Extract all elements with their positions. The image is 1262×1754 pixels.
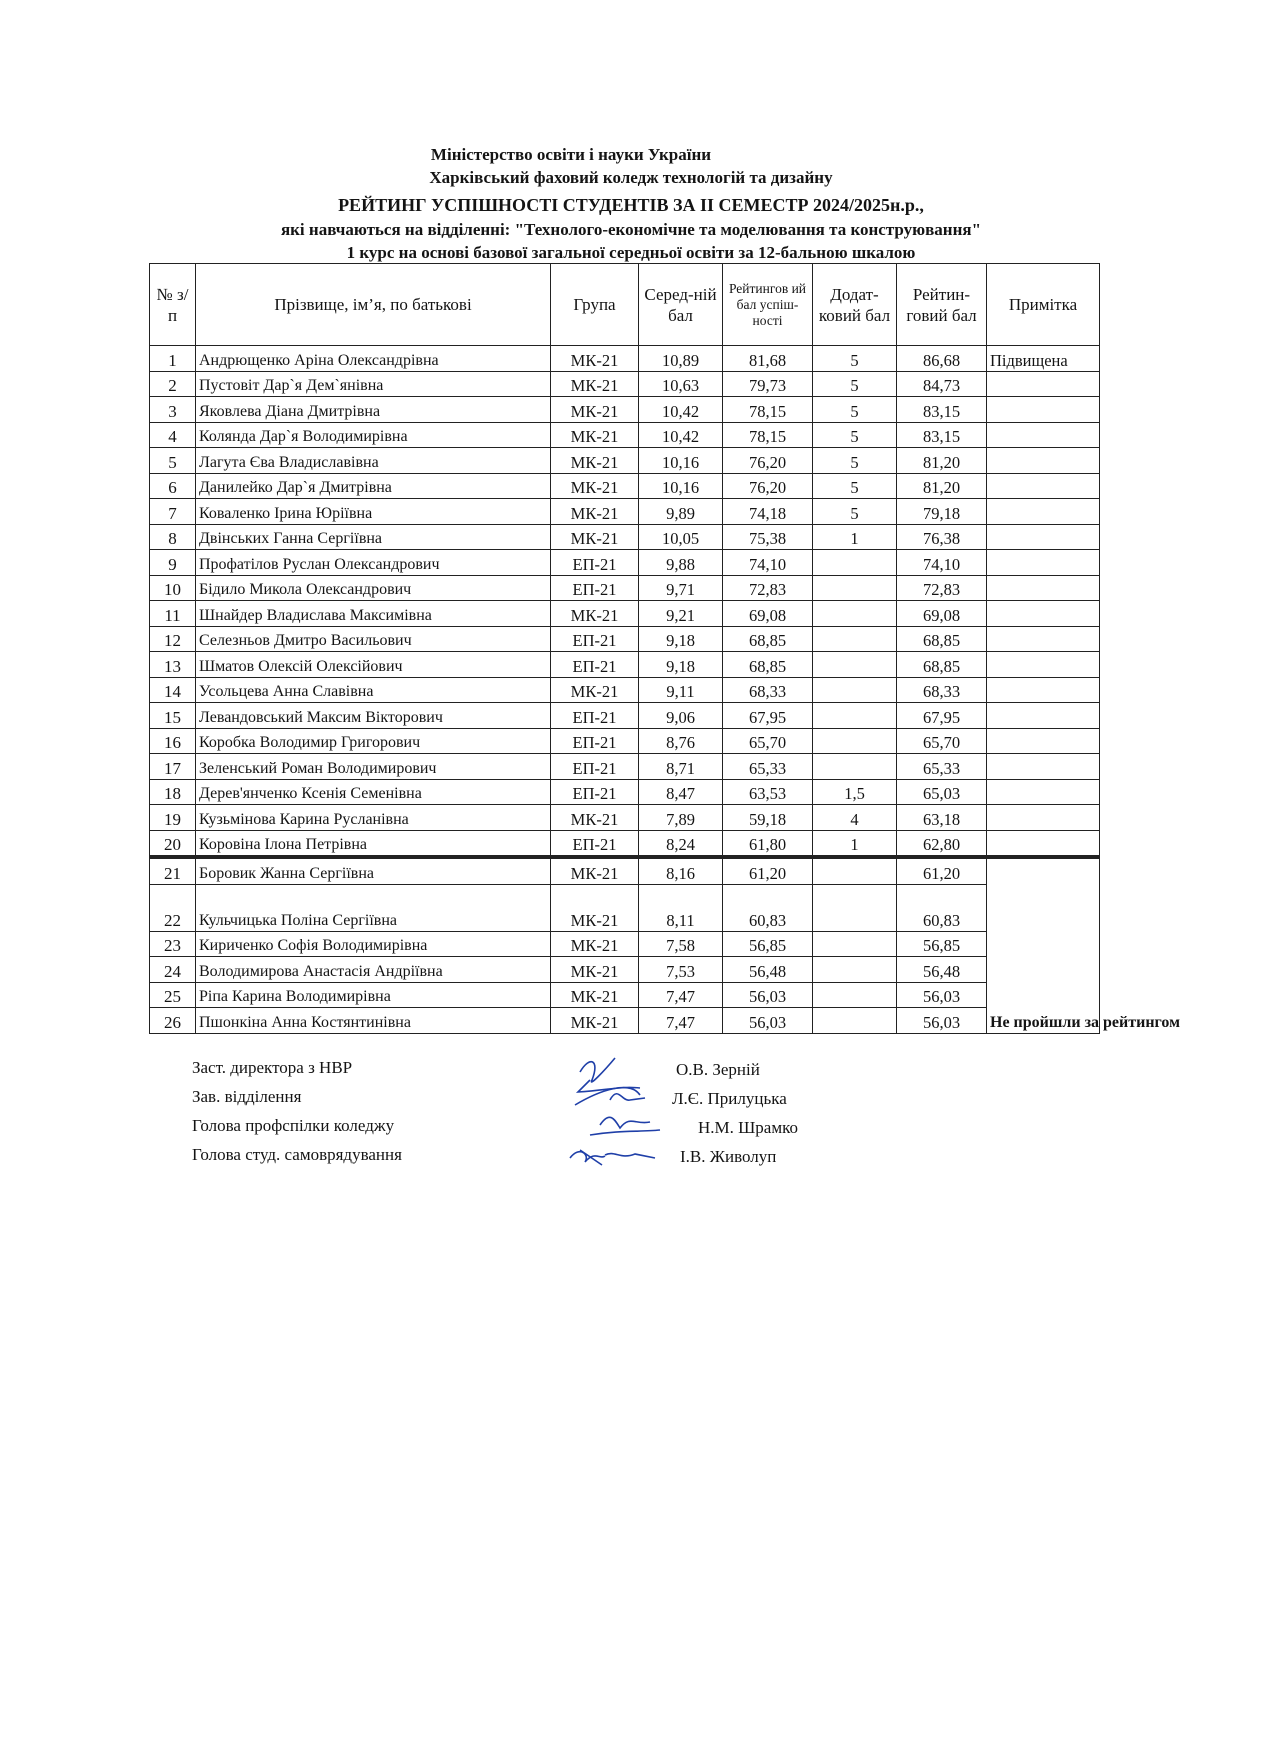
rating-score: 67,95 [897, 703, 987, 729]
average-score: 8,24 [639, 830, 723, 857]
student-name: Колянда Дар`я Володимирівна [196, 422, 551, 448]
table-row [150, 728, 1100, 754]
student-group: МК-21 [551, 524, 639, 550]
table-row [150, 779, 1100, 805]
student-name: Кульчицька Поліна Сергіївна [196, 884, 551, 931]
row-number: 2 [150, 371, 196, 397]
student-name: Кириченко Софія Володимирівна [196, 931, 551, 957]
row-number: 13 [150, 652, 196, 678]
additional-score: 5 [813, 346, 897, 372]
student-name: Коровіна Ілона Петрівна [196, 830, 551, 857]
student-group: ЕП-21 [551, 830, 639, 857]
average-score: 9,88 [639, 550, 723, 576]
row-number: 19 [150, 805, 196, 831]
average-score: 9,71 [639, 575, 723, 601]
table-row [150, 422, 1100, 448]
rating-score: 74,10 [897, 550, 987, 576]
additional-score: 1 [813, 830, 897, 857]
additional-score [813, 550, 897, 576]
rating-score: 63,18 [897, 805, 987, 831]
row-number: 18 [150, 779, 196, 805]
student-group: ЕП-21 [551, 626, 639, 652]
rating-score: 65,70 [897, 728, 987, 754]
signature-role: Заст. директора з НВР [192, 1058, 353, 1077]
rating-success-score: 79,73 [723, 371, 813, 397]
student-group: МК-21 [551, 957, 639, 983]
rating-success-score: 74,18 [723, 499, 813, 525]
student-name: Левандовський Максим Вікторович [196, 703, 551, 729]
student-name: Боровик Жанна Сергіївна [196, 857, 551, 884]
student-group: МК-21 [551, 422, 639, 448]
rating-success-score: 76,20 [723, 448, 813, 474]
row-number: 1 [150, 346, 196, 372]
rating-score: 62,80 [897, 830, 987, 857]
rating-success-score: 67,95 [723, 703, 813, 729]
not-passed-note: Не пройшли за рейтингом [987, 857, 1100, 1033]
student-group: МК-21 [551, 677, 639, 703]
student-group: МК-21 [551, 473, 639, 499]
additional-score [813, 884, 897, 931]
additional-score: 5 [813, 473, 897, 499]
additional-score: 1 [813, 524, 897, 550]
row-number: 6 [150, 473, 196, 499]
rating-success-score: 56,03 [723, 982, 813, 1008]
table-row [150, 830, 1100, 857]
table-row [150, 448, 1100, 474]
additional-score [813, 728, 897, 754]
student-name: Бідило Микола Олександрович [196, 575, 551, 601]
average-score: 7,58 [639, 931, 723, 957]
row-number: 24 [150, 957, 196, 983]
note-cell [987, 473, 1100, 499]
rating-success-score: 59,18 [723, 805, 813, 831]
note-cell [987, 754, 1100, 780]
note-cell [987, 371, 1100, 397]
student-name: Яковлева Діана Дмитрівна [196, 397, 551, 423]
rating-success-score: 74,10 [723, 550, 813, 576]
average-score: 10,42 [639, 397, 723, 423]
note-cell [987, 550, 1100, 576]
student-group: ЕП-21 [551, 779, 639, 805]
col-name-header: Прізвище, ім’я, по батькові [196, 264, 551, 346]
average-score: 10,16 [639, 473, 723, 499]
table-row [150, 957, 1100, 983]
table-row [150, 703, 1100, 729]
rating-success-score: 56,85 [723, 931, 813, 957]
average-score: 9,89 [639, 499, 723, 525]
table-row [150, 346, 1100, 372]
average-score: 9,06 [639, 703, 723, 729]
rating-success-score: 76,20 [723, 473, 813, 499]
average-score: 9,18 [639, 626, 723, 652]
student-name: Лагута Єва Владиславівна [196, 448, 551, 474]
signature-role: Голова профспілки коледжу [192, 1116, 395, 1135]
col-note-header: Примітка [987, 264, 1100, 346]
header-ministry: Міністерство освіти і науки України [430, 145, 712, 164]
additional-score: 1,5 [813, 779, 897, 805]
row-number: 12 [150, 626, 196, 652]
note-cell [987, 728, 1100, 754]
table-row [150, 397, 1100, 423]
average-score: 8,76 [639, 728, 723, 754]
average-score: 9,18 [639, 652, 723, 678]
signature-name: Н.М. Шрамко [698, 1118, 798, 1137]
additional-score [813, 1008, 897, 1034]
table-row [150, 982, 1100, 1008]
rating-success-score: 68,85 [723, 626, 813, 652]
rating-success-score: 60,83 [723, 884, 813, 931]
row-number: 20 [150, 830, 196, 857]
average-score: 10,16 [639, 448, 723, 474]
rating-success-score: 72,83 [723, 575, 813, 601]
rating-success-score: 75,38 [723, 524, 813, 550]
header-college: Харківський фаховий коледж технологій та дизайну [429, 168, 833, 187]
student-group: МК-21 [551, 601, 639, 627]
average-score: 10,89 [639, 346, 723, 372]
rating-score: 65,03 [897, 779, 987, 805]
average-score: 8,11 [639, 884, 723, 931]
note-cell [987, 677, 1100, 703]
row-number: 3 [150, 397, 196, 423]
signature-role: Зав. відділення [192, 1087, 302, 1106]
row-number: 26 [150, 1008, 196, 1034]
additional-score [813, 857, 897, 884]
additional-score: 5 [813, 499, 897, 525]
row-number: 7 [150, 499, 196, 525]
table-row [150, 754, 1100, 780]
student-group: МК-21 [551, 448, 639, 474]
table-row [150, 371, 1100, 397]
student-name: Усольцева Анна Славівна [196, 677, 551, 703]
note-cell [987, 830, 1100, 857]
rating-score: 61,20 [897, 857, 987, 884]
additional-score [813, 957, 897, 983]
additional-score: 4 [813, 805, 897, 831]
table-row [150, 652, 1100, 678]
average-score: 8,71 [639, 754, 723, 780]
student-name: Кузьмінова Карина Русланівна [196, 805, 551, 831]
additional-score: 5 [813, 422, 897, 448]
average-score: 7,89 [639, 805, 723, 831]
note-cell [987, 448, 1100, 474]
note-cell [987, 703, 1100, 729]
rating-success-score: 78,15 [723, 422, 813, 448]
student-group: МК-21 [551, 499, 639, 525]
col-rating-success-header: Рейтингов ий бал успіш-ності [723, 264, 813, 346]
student-name: Данилейко Дар`я Дмитрівна [196, 473, 551, 499]
rating-score: 72,83 [897, 575, 987, 601]
note-cell [987, 652, 1100, 678]
col-rating-header: Рейтин-говий бал [897, 264, 987, 346]
additional-score [813, 575, 897, 601]
note-cell [987, 805, 1100, 831]
row-number: 15 [150, 703, 196, 729]
signature-scribbles [560, 1050, 680, 1180]
average-score: 10,05 [639, 524, 723, 550]
rating-success-score: 68,85 [723, 652, 813, 678]
table-row [150, 575, 1100, 601]
student-name: Шнайдер Владислава Максимівна [196, 601, 551, 627]
signature-role: Голова студ. самоврядування [192, 1145, 402, 1164]
student-name: Селезньов Дмитро Васильович [196, 626, 551, 652]
rating-success-score: 56,48 [723, 957, 813, 983]
student-name: Зеленський Роман Володимирович [196, 754, 551, 780]
rating-success-score: 68,33 [723, 677, 813, 703]
row-number: 9 [150, 550, 196, 576]
rating-score: 56,03 [897, 982, 987, 1008]
student-group: ЕП-21 [551, 703, 639, 729]
note-cell [987, 575, 1100, 601]
row-number: 23 [150, 931, 196, 957]
rating-success-score: 78,15 [723, 397, 813, 423]
rating-score: 56,03 [897, 1008, 987, 1034]
average-score: 9,11 [639, 677, 723, 703]
average-score: 10,63 [639, 371, 723, 397]
col-avg-header: Серед-ній бал [639, 264, 723, 346]
student-group: МК-21 [551, 884, 639, 931]
average-score: 9,21 [639, 601, 723, 627]
additional-score: 5 [813, 448, 897, 474]
rating-success-score: 61,20 [723, 857, 813, 884]
student-group: ЕП-21 [551, 550, 639, 576]
note-cell [987, 422, 1100, 448]
rating-score: 79,18 [897, 499, 987, 525]
additional-score [813, 677, 897, 703]
table-row [150, 626, 1100, 652]
table-header-row [150, 264, 1100, 346]
rating-score: 65,33 [897, 754, 987, 780]
additional-score [813, 931, 897, 957]
student-group: МК-21 [551, 931, 639, 957]
student-group: МК-21 [551, 982, 639, 1008]
student-name: Андрющенко Аріна Олександрівна [196, 346, 551, 372]
additional-score: 5 [813, 397, 897, 423]
rating-success-score: 69,08 [723, 601, 813, 627]
student-name: Володимирова Анастасія Андріївна [196, 957, 551, 983]
row-number: 16 [150, 728, 196, 754]
table-row [150, 677, 1100, 703]
additional-score: 5 [813, 371, 897, 397]
row-number: 8 [150, 524, 196, 550]
table-row [150, 550, 1100, 576]
table-row [150, 524, 1100, 550]
student-group: ЕП-21 [551, 652, 639, 678]
rating-score: 68,85 [897, 652, 987, 678]
note-cell [987, 601, 1100, 627]
col-num-header: № з/п [150, 264, 196, 346]
note-cell [987, 499, 1100, 525]
rating-score: 69,08 [897, 601, 987, 627]
note-cell [987, 626, 1100, 652]
average-score: 8,47 [639, 779, 723, 805]
average-score: 8,16 [639, 857, 723, 884]
student-group: МК-21 [551, 397, 639, 423]
rating-score: 83,15 [897, 422, 987, 448]
student-group: МК-21 [551, 857, 639, 884]
row-number: 10 [150, 575, 196, 601]
rating-success-score: 56,03 [723, 1008, 813, 1034]
rating-score: 81,20 [897, 448, 987, 474]
signature-name: І.В. Живолуп [680, 1147, 777, 1166]
table-row [150, 1008, 1100, 1034]
table-row [150, 857, 1100, 884]
table-row [150, 499, 1100, 525]
rating-score: 81,20 [897, 473, 987, 499]
additional-score [813, 703, 897, 729]
header-course: 1 курс на основі базової загальної середньої освіти за 12-бальною шкалою [346, 243, 916, 262]
table-row [150, 805, 1100, 831]
rating-success-score: 65,70 [723, 728, 813, 754]
row-number: 22 [150, 884, 196, 931]
row-number: 17 [150, 754, 196, 780]
table-row [150, 931, 1100, 957]
col-group-header: Група [551, 264, 639, 346]
student-group: ЕП-21 [551, 575, 639, 601]
student-name: Пустовіт Дар`я Дем`янівна [196, 371, 551, 397]
table-row [150, 473, 1100, 499]
average-score: 10,42 [639, 422, 723, 448]
signature-name: О.В. Зерній [676, 1060, 760, 1079]
row-number: 21 [150, 857, 196, 884]
note-cell [987, 524, 1100, 550]
row-number: 25 [150, 982, 196, 1008]
row-number: 4 [150, 422, 196, 448]
student-group: МК-21 [551, 346, 639, 372]
student-name: Коробка Володимир Григорович [196, 728, 551, 754]
signature-name: Л.Є. Прилуцька [672, 1089, 787, 1108]
row-number: 14 [150, 677, 196, 703]
rating-score: 68,85 [897, 626, 987, 652]
rating-success-score: 63,53 [723, 779, 813, 805]
header-department: які навчаються на відділенні: "Технолого-економічне та моделювання та конструювання" [280, 220, 982, 239]
rating-score: 56,85 [897, 931, 987, 957]
average-score: 7,47 [639, 1008, 723, 1034]
header-title: РЕЙТИНГ УСПІШНОСТІ СТУДЕНТІВ ЗА ІІ СЕМЕСТР 2024/2025н.р., [338, 195, 924, 215]
rating-score: 84,73 [897, 371, 987, 397]
average-score: 7,47 [639, 982, 723, 1008]
student-name: Шматов Олексій Олексійович [196, 652, 551, 678]
student-name: Дерев'янченко Ксенія Семенівна [196, 779, 551, 805]
table-row [150, 601, 1100, 627]
rating-success-score: 61,80 [723, 830, 813, 857]
note-cell: Підвищена [987, 346, 1100, 372]
rating-score: 60,83 [897, 884, 987, 931]
rating-score: 68,33 [897, 677, 987, 703]
note-cell [987, 397, 1100, 423]
table-row [150, 884, 1100, 931]
rating-success-score: 81,68 [723, 346, 813, 372]
col-additional-header: Додат-ковий бал [813, 264, 897, 346]
row-number: 11 [150, 601, 196, 627]
additional-score [813, 754, 897, 780]
rating-table [149, 263, 1180, 1034]
rating-score: 86,68 [897, 346, 987, 372]
student-name: Коваленко Ірина Юріївна [196, 499, 551, 525]
student-group: ЕП-21 [551, 728, 639, 754]
student-name: Ріпа Карина Володимирівна [196, 982, 551, 1008]
additional-score [813, 652, 897, 678]
additional-score [813, 982, 897, 1008]
student-name: Пшонкіна Анна Костянтинівна [196, 1008, 551, 1034]
average-score: 7,53 [639, 957, 723, 983]
rating-success-score: 65,33 [723, 754, 813, 780]
student-group: МК-21 [551, 805, 639, 831]
student-group: МК-21 [551, 1008, 639, 1034]
note-cell [987, 779, 1100, 805]
student-group: МК-21 [551, 371, 639, 397]
rating-score: 83,15 [897, 397, 987, 423]
additional-score [813, 626, 897, 652]
student-group: ЕП-21 [551, 754, 639, 780]
additional-score [813, 601, 897, 627]
student-name: Двінських Ганна Сергіївна [196, 524, 551, 550]
rating-score: 76,38 [897, 524, 987, 550]
student-name: Профатілов Руслан Олександрович [196, 550, 551, 576]
rating-score: 56,48 [897, 957, 987, 983]
row-number: 5 [150, 448, 196, 474]
